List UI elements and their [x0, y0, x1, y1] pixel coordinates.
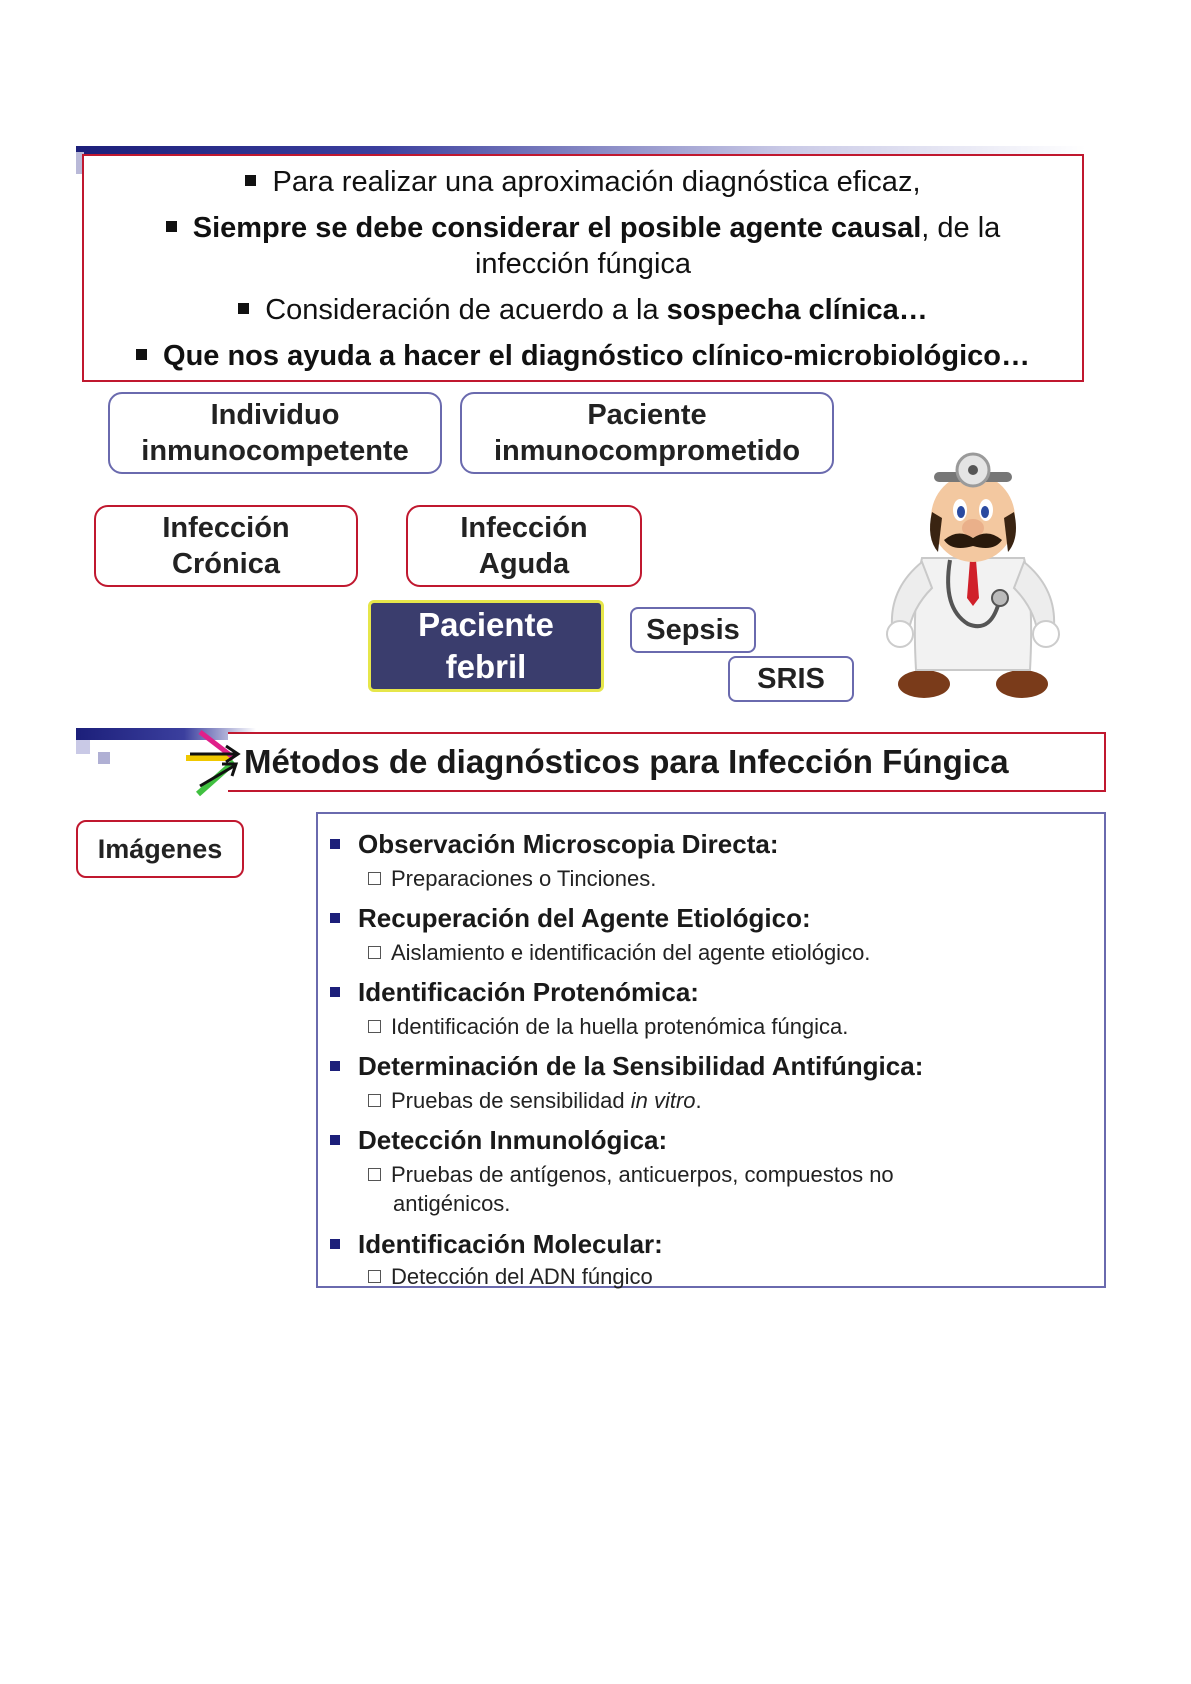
intro-box	[82, 154, 1084, 382]
intro-line-4: Que nos ayuda a hacer el diagnóstico clínico-microbiológico…	[84, 338, 1082, 374]
bullet-square-icon	[136, 349, 147, 360]
infeccion-aguda-box: Infección Aguda	[406, 505, 642, 587]
paciente-inmunocomprometido-box: Paciente inmunocomprometido	[460, 392, 834, 474]
method-sub: Pruebas de antígenos, anticuerpos, compuestos no antigénicos.	[368, 1160, 894, 1218]
method-item: Identificación Protenómica:	[330, 976, 699, 1008]
hollow-square-icon	[368, 946, 381, 959]
method-sub: Pruebas de sensibilidad in vitro.	[368, 1086, 702, 1115]
intro-line-2: Siempre se debe considerar el posible agente causal, de la	[84, 210, 1082, 246]
hollow-square-icon	[368, 1020, 381, 1033]
infeccion-cronica-box: Infección Crónica	[94, 505, 358, 587]
method-item: Identificación Molecular:	[330, 1228, 663, 1260]
hollow-square-icon	[368, 1094, 381, 1107]
doctor-illustration	[882, 448, 1064, 700]
methods-list	[316, 812, 1106, 1288]
hollow-square-icon	[368, 1168, 381, 1181]
intro-line-2-cont: infección fúngica	[474, 248, 692, 280]
sepsis-box: Sepsis	[630, 607, 756, 653]
bullet-square-icon	[238, 303, 249, 314]
bullet-square-icon	[330, 839, 340, 849]
method-item: Detección Inmunológica:	[330, 1124, 667, 1156]
method-item: Observación Microscopia Directa:	[330, 828, 778, 860]
slide2-header-square	[98, 752, 110, 764]
bullet-square-icon	[330, 1061, 340, 1071]
hollow-square-icon	[368, 1270, 381, 1283]
bullet-square-icon	[330, 913, 340, 923]
imagenes-box: Imágenes	[76, 820, 244, 878]
intro-line-3: Consideración de acuerdo a la sospecha clínica…	[84, 292, 1082, 328]
method-sub: Identificación de la huella protenómica fúngica.	[368, 1012, 848, 1041]
method-sub: Detección del ADN fúngico	[368, 1262, 653, 1291]
bullet-square-icon	[166, 221, 177, 232]
method-item: Determinación de la Sensibilidad Antifúngica:	[330, 1050, 923, 1082]
bullet-square-icon	[245, 175, 256, 186]
sris-box: SRIS	[728, 656, 854, 702]
bullet-square-icon	[330, 1135, 340, 1145]
slide1-header-bar	[76, 146, 1086, 154]
bullet-square-icon	[330, 1239, 340, 1249]
method-sub: Preparaciones o Tinciones.	[368, 864, 656, 893]
slide2-header-square	[76, 740, 90, 754]
hollow-square-icon	[368, 872, 381, 885]
arrows-icon	[176, 724, 246, 808]
method-sub: Aislamiento e identificación del agente etiológico.	[368, 938, 870, 967]
intro-line-1: Para realizar una aproximación diagnóstica eficaz,	[84, 164, 1082, 200]
slide2-title: Métodos de diagnósticos para Infección Fúngica	[228, 732, 1106, 792]
paciente-febril-box: Paciente febril	[368, 600, 604, 692]
method-item: Recuperación del Agente Etiológico:	[330, 902, 811, 934]
individuo-inmunocompetente-box: Individuo inmunocompetente	[108, 392, 442, 474]
bullet-square-icon	[330, 987, 340, 997]
